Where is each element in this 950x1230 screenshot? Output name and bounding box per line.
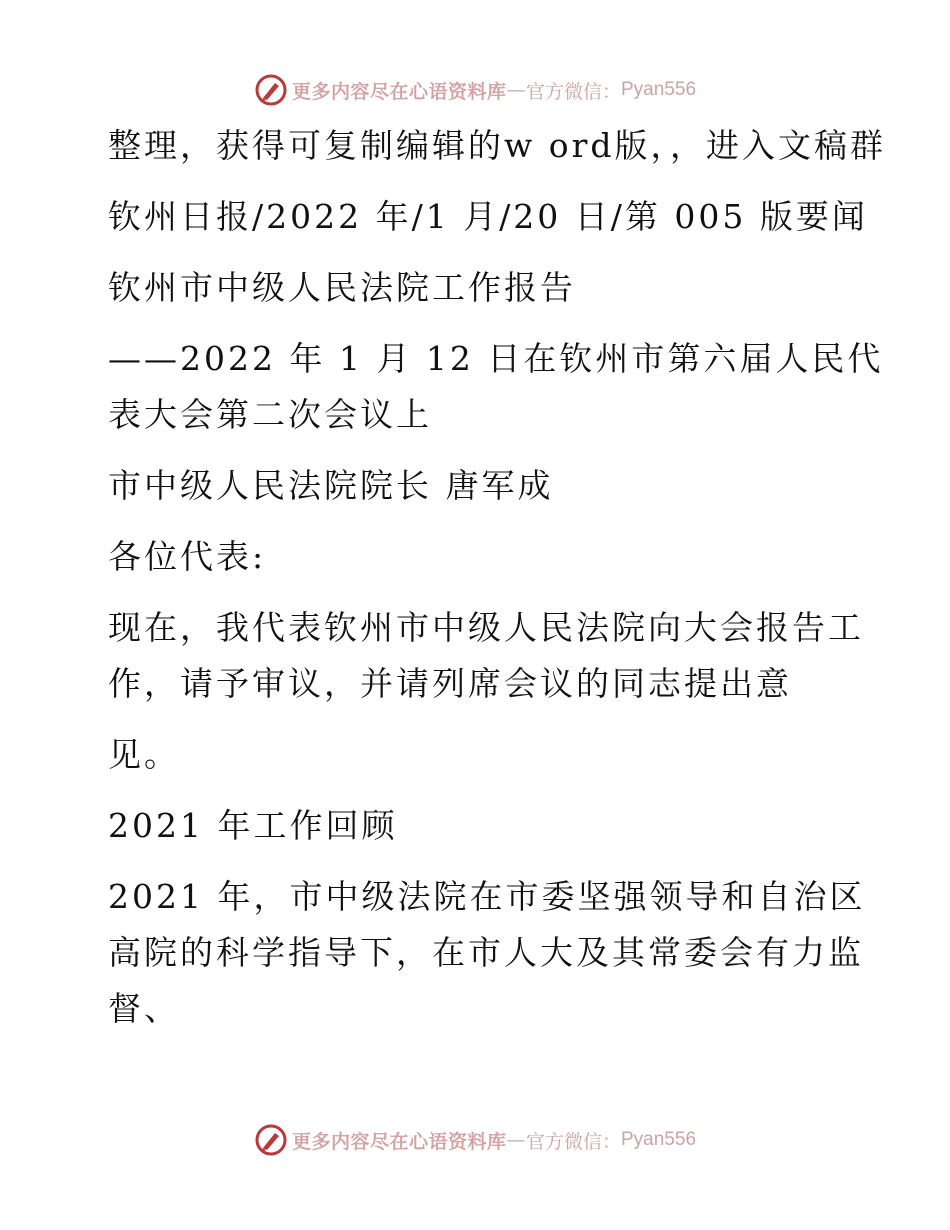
footer-banner-dash: — <box>506 1129 526 1151</box>
paragraph-intro: 现在，我代表钦州市中级人民法院向大会报告工作，请予审议，并请列席会议的同志提出意 <box>108 608 864 703</box>
footer-banner-text: 更多内容尽在心语资料库 <box>291 1130 507 1153</box>
document-title: 钦州市中级人民法院工作报告 <box>108 268 576 307</box>
document-body <box>96 118 886 1037</box>
header-banner-text: 更多内容尽在心语资料库 <box>291 80 507 103</box>
footer-banner-wechat: 官方微信： <box>525 1130 621 1153</box>
footer-banner-id: Pyan556 <box>621 1129 697 1150</box>
footer-banner <box>0 1120 950 1160</box>
document-subtitle: ——2022 年 1 月 12 日在钦州市第六届人民代表大会第二次会议上 <box>108 339 884 434</box>
section-heading: 2021 年工作回顾 <box>108 806 398 845</box>
paragraph-notice: 整理，获得可复制编辑的w ord版，，进入文稿群 <box>108 126 887 165</box>
author-line: 市中级人民法院院长 唐军成 <box>108 466 554 505</box>
pen-logo-icon <box>254 73 288 107</box>
paragraph-intro-end: 见。 <box>108 735 180 774</box>
paragraph-source: 钦州日报/2022 年/1 月/20 日/第 005 版要闻 <box>108 197 868 236</box>
header-banner-id: Pyan556 <box>621 79 697 100</box>
pen-logo-icon <box>254 1123 288 1157</box>
header-banner-dash: — <box>506 79 526 101</box>
header-banner-wechat: 官方微信： <box>525 80 621 103</box>
paragraph-review: 2021 年，市中级法院在市委坚强领导和自治区高院的科学指导下，在市人大及其常委会有力监督、 <box>108 877 866 1028</box>
salutation: 各位代表: <box>108 537 267 576</box>
header-banner <box>0 70 950 110</box>
